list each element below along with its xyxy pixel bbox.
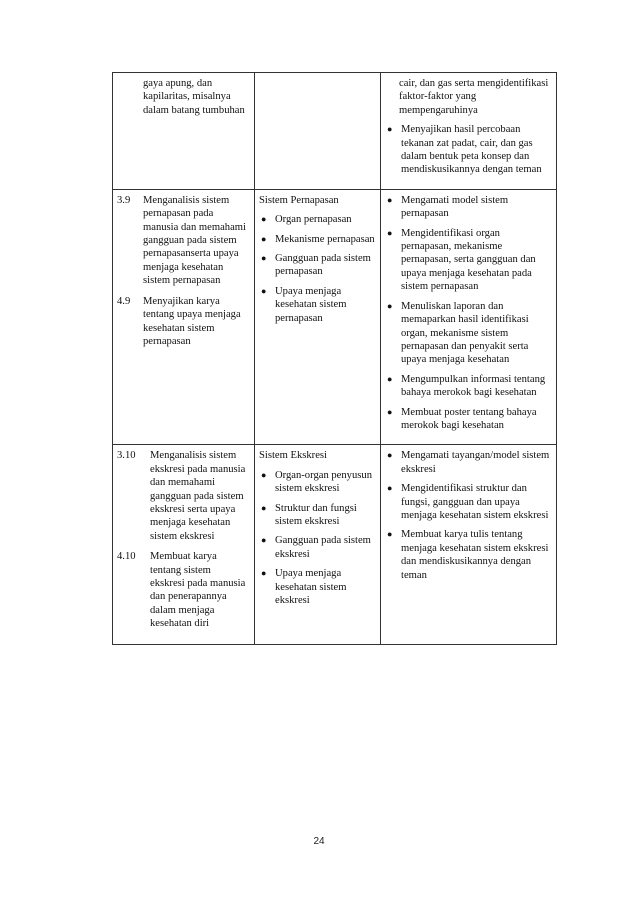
bullet-icon: ● — [261, 568, 267, 579]
bullet-icon: ● — [387, 406, 393, 417]
material-item: ● Upaya menjaga kesehatan sistem ekskresi — [261, 568, 347, 606]
competency-text: Menyajikan karya tentang upaya menjaga kesehatan sistem pernapasan — [143, 295, 241, 347]
material-item: ● Mekanisme pernapasan — [261, 233, 375, 245]
bullet-icon: ● — [387, 529, 393, 540]
competency-code: 3.10 — [117, 450, 136, 462]
page-number: 24 — [313, 836, 325, 847]
bullet-icon: ● — [261, 214, 267, 225]
competency-text: Membuat karya tentang sistem ekskresi pada manusia dan penerapannya dalam menjaga kesehatan diri — [150, 551, 246, 630]
competency-item — [117, 449, 250, 543]
competency-item — [117, 295, 250, 349]
activity-item: ● Membuat poster tentang bahaya merokok bagi kesehatan — [387, 406, 537, 431]
bullet-icon: ● — [387, 194, 393, 205]
bullet-icon: ● — [261, 253, 267, 264]
competency-code: 4.10 — [117, 551, 136, 563]
material-item: ● Gangguan pada sistem ekskresi — [261, 535, 371, 560]
table-row — [113, 73, 557, 190]
bullet-icon: ● — [387, 124, 393, 135]
activity-item: ● Mengidentifikasi organ pernapasan, mekanisme pernapasan, serta gangguan dan upaya menjaga kesehatan pada sistem pernapasan — [387, 227, 536, 293]
bullet-icon: ● — [387, 450, 393, 461]
competency-item — [117, 550, 250, 630]
activity-cell — [381, 73, 557, 190]
competency-cell — [113, 445, 255, 644]
bullet-icon: ● — [387, 373, 393, 384]
material-item: ● Upaya menjaga kesehatan sistem pernapasan — [261, 285, 347, 324]
material-cell — [255, 445, 381, 644]
bullet-icon: ● — [261, 502, 267, 513]
activity-item: ● Mengamati model sistem pernapasan — [387, 194, 509, 220]
material-item: ● Organ-organ penyusun sistem ekskresi — [261, 469, 372, 495]
bullet-icon: ● — [387, 483, 393, 494]
table-row — [113, 189, 557, 445]
material-item: ● Organ pernapasan — [261, 214, 352, 226]
activity-item: ● Mengidentifikasi struktur dan fungsi, gangguan dan upaya menjaga kesehatan sistem ekskresi — [387, 483, 549, 521]
competency-continuation: gaya apung, dan kapilaritas, misalnya dalam batang tumbuhan — [143, 78, 245, 116]
competency-text: Menganalisis sistem pernapasan pada manusia dan memahami gangguan pada sistem pernapasanserta upaya menjaga kesehatan sistem pernapasan — [143, 194, 246, 287]
material-item: ● Gangguan pada sistem pernapasan — [261, 253, 371, 278]
bullet-icon: ● — [387, 300, 393, 311]
bullet-icon: ● — [261, 285, 267, 296]
competency-item — [117, 194, 250, 288]
competency-code: 4.9 — [117, 295, 131, 307]
bullet-icon: ● — [261, 233, 267, 244]
activity-item: ● Mengumpulkan informasi tentang bahaya merokok bagi kesehatan — [387, 373, 546, 399]
activity-item: ● Mengamati tayangan/model sistem ekskresi — [387, 450, 550, 475]
bullet-icon: ● — [387, 227, 393, 238]
competency-text: Menganalisis sistem ekskresi pada manusia dan memahami gangguan pada sistem ekskresi serta upaya menjaga kesehatan sistem ekskresi — [150, 450, 246, 542]
activity-continuation: cair, dan gas serta mengidentifikasi faktor-faktor yang mempengaruhinya — [399, 78, 549, 116]
activity-item: ● Menuliskan laporan dan memaparkan hasil identifikasi organ, mekanisme sistem pernapasan dan penyakit serta upaya menjaga kesehatan — [387, 300, 529, 366]
competency-code: 3.9 — [117, 194, 131, 206]
bullet-icon: ● — [261, 469, 267, 480]
activity-cell — [381, 445, 557, 644]
material-cell — [255, 73, 381, 190]
activity-cell — [381, 189, 557, 445]
bullet-icon: ● — [261, 535, 267, 546]
material-title: Sistem Pernapasan — [259, 194, 339, 206]
syllabus-table — [112, 72, 557, 645]
table-row — [113, 445, 557, 644]
activity-item: ● Menyajikan hasil percobaan tekanan zat padat, cair, dan gas dalam bentuk peta konsep dan mendiskusikannya dengan teman — [387, 124, 542, 176]
competency-cell — [113, 73, 255, 190]
material-cell — [255, 189, 381, 445]
competency-cell — [113, 189, 255, 445]
material-title: Sistem Ekskresi — [259, 450, 327, 462]
material-item: ● Struktur dan fungsi sistem ekskresi — [261, 502, 357, 527]
activity-item: ● Membuat karya tulis tentang menjaga kesehatan sistem ekskresi dan mendiskusikannya dengan teman — [387, 529, 549, 581]
